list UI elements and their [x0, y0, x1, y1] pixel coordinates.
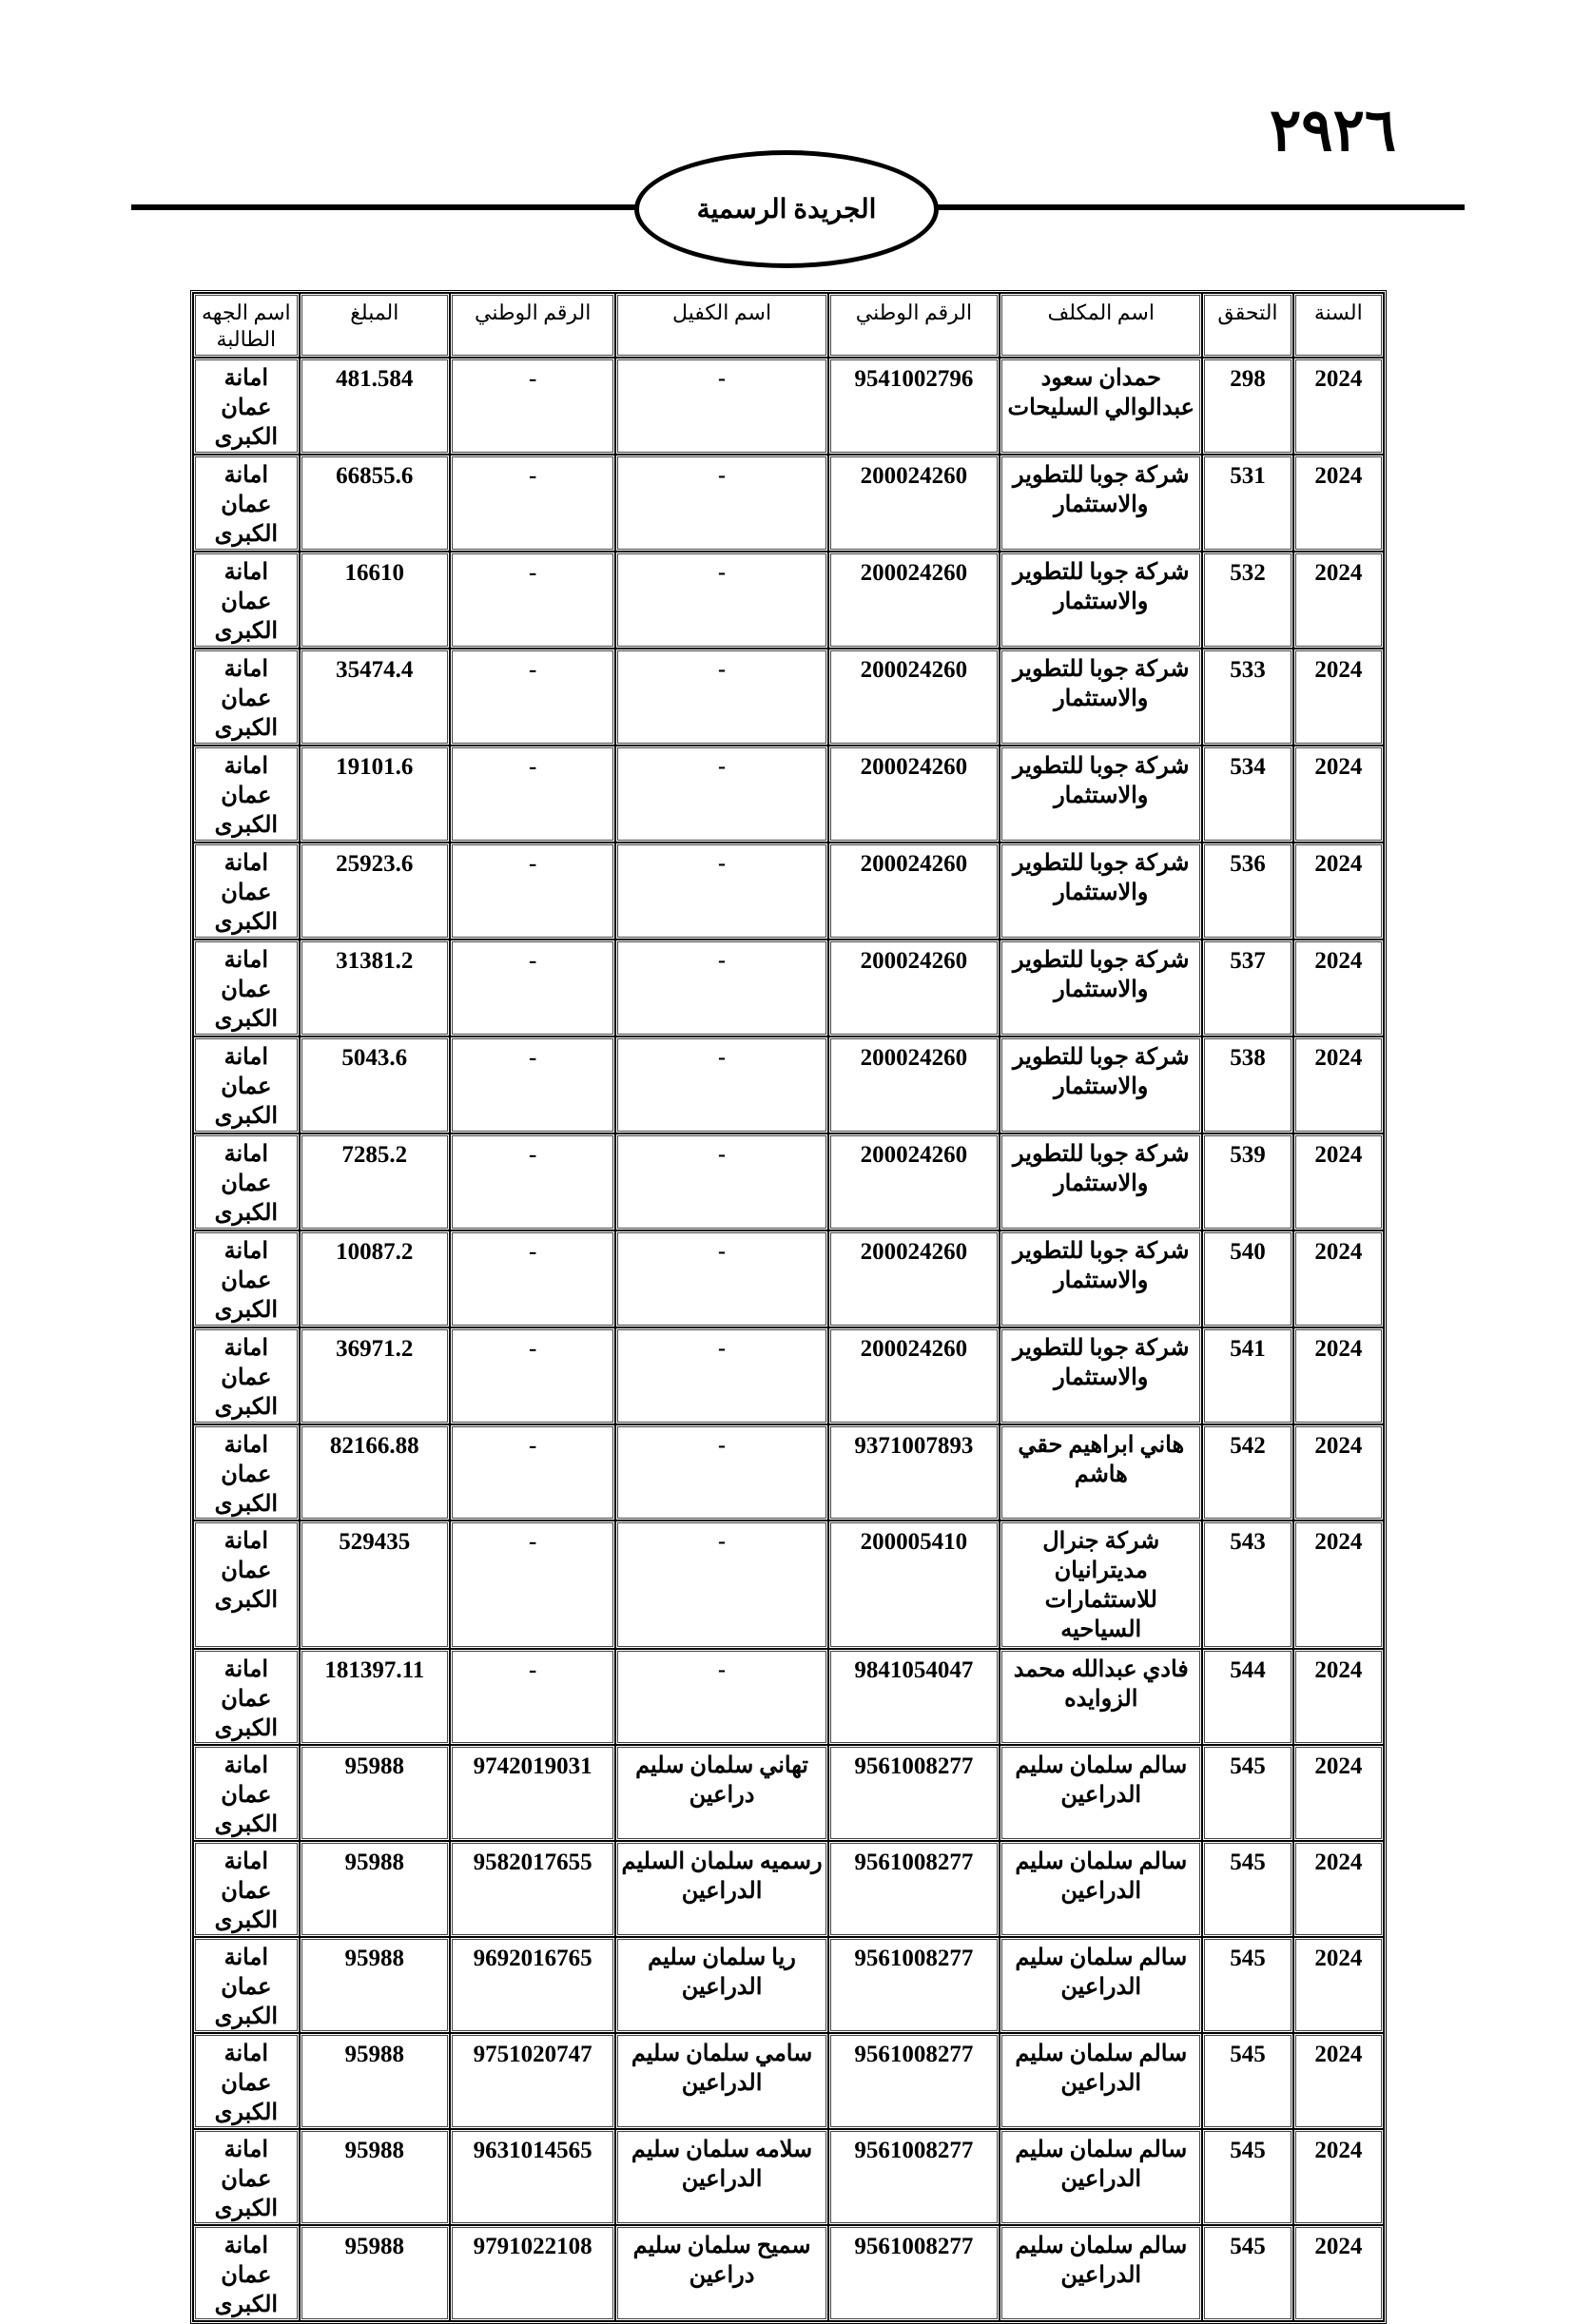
year-cell: 2024: [1293, 1424, 1384, 1520]
national-id-cell: 200024260: [828, 1036, 1000, 1133]
guarantor-cell: -: [615, 358, 827, 455]
table-row: [193, 939, 1384, 1036]
guarantor-national-id-cell: -: [450, 1520, 616, 1649]
check-cell: 545: [1202, 1745, 1292, 1841]
check-cell: 539: [1202, 1133, 1292, 1230]
authority-cell: امانة عمان الكبرى: [193, 746, 300, 842]
authority-cell: امانة عمان الكبرى: [193, 1937, 300, 2033]
authority-cell: امانة عمان الكبرى: [193, 2129, 300, 2225]
table-row: [193, 1036, 1384, 1133]
check-cell: 545: [1202, 1937, 1292, 2033]
col-name: اسم المكلف: [1000, 293, 1202, 358]
authority-cell: امانة عمان الكبرى: [193, 1133, 300, 1230]
table-row: [193, 455, 1384, 552]
guarantor-cell: -: [615, 1649, 827, 1745]
national-id-cell: 9561008277: [828, 1937, 1000, 2033]
guarantor-national-id-cell: -: [450, 1424, 616, 1520]
table-row: [193, 649, 1384, 746]
year-cell: 2024: [1293, 2033, 1384, 2129]
guarantor-cell: -: [615, 1036, 827, 1133]
amount-cell: 10087.2: [300, 1230, 450, 1327]
table-row: [193, 842, 1384, 939]
amount-cell: 181397.11: [300, 1649, 450, 1745]
guarantor-national-id-cell: 9631014565: [450, 2129, 616, 2225]
guarantor-national-id-cell: -: [450, 552, 616, 649]
national-id-cell: 200005410: [828, 1520, 1000, 1649]
amount-cell: 16610: [300, 552, 450, 649]
name-cell: شركة جوبا للتطوير والاستثمار: [1000, 1327, 1202, 1424]
page-number: ٢٩٢٦: [1270, 99, 1397, 164]
table-row: [193, 1520, 1384, 1649]
guarantor-cell: -: [615, 1230, 827, 1327]
national-id-cell: 200024260: [828, 746, 1000, 842]
year-cell: 2024: [1293, 1327, 1384, 1424]
check-cell: 545: [1202, 2225, 1292, 2321]
authority-cell: امانة عمان الكبرى: [193, 2033, 300, 2129]
authority-cell: امانة عمان الكبرى: [193, 1841, 300, 1937]
national-id-cell: 200024260: [828, 455, 1000, 552]
authority-cell: امانة عمان الكبرى: [193, 552, 300, 649]
amount-cell: 36971.2: [300, 1327, 450, 1424]
amount-cell: 95988: [300, 1745, 450, 1841]
check-cell: 541: [1202, 1327, 1292, 1424]
year-cell: 2024: [1293, 552, 1384, 649]
amount-cell: 25923.6: [300, 842, 450, 939]
col-check: التحقق: [1202, 293, 1292, 358]
year-cell: 2024: [1293, 1745, 1384, 1841]
check-cell: 534: [1202, 746, 1292, 842]
year-cell: 2024: [1293, 1133, 1384, 1230]
guarantor-cell: -: [615, 1520, 827, 1649]
year-cell: 2024: [1293, 2225, 1384, 2321]
check-cell: 545: [1202, 2129, 1292, 2225]
name-cell: شركة جوبا للتطوير والاستثمار: [1000, 842, 1202, 939]
guarantor-national-id-cell: -: [450, 746, 616, 842]
amount-cell: 66855.6: [300, 455, 450, 552]
check-cell: 540: [1202, 1230, 1292, 1327]
guarantor-cell: -: [615, 552, 827, 649]
table-row: [193, 1649, 1384, 1745]
table-row: [193, 2129, 1384, 2225]
header-oval: [634, 150, 939, 268]
check-cell: 537: [1202, 939, 1292, 1036]
table-row: [193, 1327, 1384, 1424]
check-cell: 544: [1202, 1649, 1292, 1745]
authority-cell: امانة عمان الكبرى: [193, 455, 300, 552]
check-cell: 536: [1202, 842, 1292, 939]
name-cell: شركة جوبا للتطوير والاستثمار: [1000, 746, 1202, 842]
table-row: [193, 1841, 1384, 1937]
guarantor-cell: تهاني سلمان سليم دراعين: [615, 1745, 827, 1841]
year-cell: 2024: [1293, 1841, 1384, 1937]
check-cell: 545: [1202, 2033, 1292, 2129]
amount-cell: 529435: [300, 1520, 450, 1649]
col-guarantor: اسم الكفيل: [615, 293, 827, 358]
national-id-cell: 200024260: [828, 649, 1000, 746]
name-cell: شركة جوبا للتطوير والاستثمار: [1000, 649, 1202, 746]
authority-cell: امانة عمان الكبرى: [193, 1036, 300, 1133]
authority-cell: امانة عمان الكبرى: [193, 939, 300, 1036]
national-id-cell: 200024260: [828, 1133, 1000, 1230]
amount-cell: 7285.2: [300, 1133, 450, 1230]
amount-cell: 19101.6: [300, 746, 450, 842]
guarantor-national-id-cell: -: [450, 455, 616, 552]
check-cell: 532: [1202, 552, 1292, 649]
guarantor-cell: سلامه سلمان سليم الدراعين: [615, 2129, 827, 2225]
year-cell: 2024: [1293, 1649, 1384, 1745]
check-cell: 533: [1202, 649, 1292, 746]
year-cell: 2024: [1293, 842, 1384, 939]
guarantor-national-id-cell: -: [450, 649, 616, 746]
col-amount: المبلغ: [300, 293, 450, 358]
guarantor-cell: ريا سلمان سليم الدراعين: [615, 1937, 827, 2033]
amount-cell: 95988: [300, 2033, 450, 2129]
guarantor-national-id-cell: -: [450, 1649, 616, 1745]
name-cell: سالم سلمان سليم الدراعين: [1000, 1841, 1202, 1937]
col-national-id: الرقم الوطني: [828, 293, 1000, 358]
col-guarantor-national-id: الرقم الوطني: [450, 293, 616, 358]
amount-cell: 95988: [300, 2225, 450, 2321]
year-cell: 2024: [1293, 358, 1384, 455]
amount-cell: 35474.4: [300, 649, 450, 746]
amount-cell: 95988: [300, 1841, 450, 1937]
table-row: [193, 746, 1384, 842]
guarantor-cell: رسميه سلمان السليم الدراعين: [615, 1841, 827, 1937]
amount-cell: 31381.2: [300, 939, 450, 1036]
guarantor-cell: -: [615, 649, 827, 746]
name-cell: هاني ابراهيم حقي هاشم: [1000, 1424, 1202, 1520]
name-cell: حمدان سعود عبدالوالي السليحات: [1000, 358, 1202, 455]
year-cell: 2024: [1293, 1230, 1384, 1327]
name-cell: سالم سلمان سليم الدراعين: [1000, 1937, 1202, 2033]
guarantor-cell: -: [615, 939, 827, 1036]
guarantor-national-id-cell: -: [450, 1036, 616, 1133]
amount-cell: 5043.6: [300, 1036, 450, 1133]
national-id-cell: 9561008277: [828, 1745, 1000, 1841]
national-id-cell: 9561008277: [828, 2033, 1000, 2129]
table-row: [193, 2033, 1384, 2129]
check-cell: 543: [1202, 1520, 1292, 1649]
authority-cell: امانة عمان الكبرى: [193, 842, 300, 939]
guarantor-national-id-cell: 9791022108: [450, 2225, 616, 2321]
guarantor-national-id-cell: 9692016765: [450, 1937, 616, 2033]
data-table: [190, 290, 1387, 2324]
national-id-cell: 200024260: [828, 939, 1000, 1036]
year-cell: 2024: [1293, 2129, 1384, 2225]
guarantor-national-id-cell: -: [450, 1133, 616, 1230]
national-id-cell: 200024260: [828, 552, 1000, 649]
check-cell: 542: [1202, 1424, 1292, 1520]
amount-cell: 95988: [300, 1937, 450, 2033]
authority-cell: امانة عمان الكبرى: [193, 1745, 300, 1841]
name-cell: فادي عبدالله محمد الزوايده: [1000, 1649, 1202, 1745]
national-id-cell: 9561008277: [828, 2129, 1000, 2225]
guarantor-national-id-cell: 9582017655: [450, 1841, 616, 1937]
year-cell: 2024: [1293, 939, 1384, 1036]
national-id-cell: 200024260: [828, 842, 1000, 939]
guarantor-national-id-cell: -: [450, 1327, 616, 1424]
name-cell: سالم سلمان سليم الدراعين: [1000, 1745, 1202, 1841]
amount-cell: 82166.88: [300, 1424, 450, 1520]
authority-cell: امانة عمان الكبرى: [193, 1520, 300, 1649]
national-id-cell: 9541002796: [828, 358, 1000, 455]
year-cell: 2024: [1293, 649, 1384, 746]
amount-cell: 95988: [300, 2129, 450, 2225]
authority-cell: امانة عمان الكبرى: [193, 1649, 300, 1745]
name-cell: شركة جوبا للتطوير والاستثمار: [1000, 1036, 1202, 1133]
guarantor-cell: -: [615, 455, 827, 552]
authority-cell: امانة عمان الكبرى: [193, 1230, 300, 1327]
guarantor-cell: -: [615, 1424, 827, 1520]
table-row: [193, 552, 1384, 649]
check-cell: 545: [1202, 1841, 1292, 1937]
national-id-cell: 9371007893: [828, 1424, 1000, 1520]
table-row: [193, 1745, 1384, 1841]
national-id-cell: 9561008277: [828, 1841, 1000, 1937]
year-cell: 2024: [1293, 746, 1384, 842]
guarantor-national-id-cell: -: [450, 842, 616, 939]
guarantor-cell: -: [615, 1327, 827, 1424]
amount-cell: 481.584: [300, 358, 450, 455]
table-row: [193, 358, 1384, 455]
col-year: السنة: [1293, 293, 1384, 358]
guarantor-national-id-cell: -: [450, 358, 616, 455]
guarantor-national-id-cell: -: [450, 1230, 616, 1327]
check-cell: 531: [1202, 455, 1292, 552]
name-cell: سالم سلمان سليم الدراعين: [1000, 2129, 1202, 2225]
table-row: [193, 1230, 1384, 1327]
guarantor-cell: سميح سلمان سليم دراعين: [615, 2225, 827, 2321]
name-cell: شركة جوبا للتطوير والاستثمار: [1000, 1230, 1202, 1327]
year-cell: 2024: [1293, 1937, 1384, 2033]
national-id-cell: 9561008277: [828, 2225, 1000, 2321]
table-row: [193, 1133, 1384, 1230]
guarantor-national-id-cell: 9751020747: [450, 2033, 616, 2129]
table-row: [193, 1937, 1384, 2033]
name-cell: سالم سلمان سليم الدراعين: [1000, 2033, 1202, 2129]
col-authority: اسم الجهه الطالبة: [193, 293, 300, 358]
table-header-row: [193, 293, 1384, 358]
authority-cell: امانة عمان الكبرى: [193, 358, 300, 455]
header-title: الجريدة الرسمية: [696, 195, 877, 224]
national-id-cell: 200024260: [828, 1230, 1000, 1327]
authority-cell: امانة عمان الكبرى: [193, 649, 300, 746]
guarantor-cell: -: [615, 842, 827, 939]
name-cell: شركة جنرال مديترانيان للاستثمارات السياحيه: [1000, 1520, 1202, 1649]
authority-cell: امانة عمان الكبرى: [193, 1424, 300, 1520]
guarantor-national-id-cell: 9742019031: [450, 1745, 616, 1841]
national-id-cell: 9841054047: [828, 1649, 1000, 1745]
table-row: [193, 1424, 1384, 1520]
table-row: [193, 2225, 1384, 2321]
guarantor-cell: سامي سلمان سليم الدراعين: [615, 2033, 827, 2129]
year-cell: 2024: [1293, 455, 1384, 552]
authority-cell: امانة عمان الكبرى: [193, 2225, 300, 2321]
name-cell: سالم سلمان سليم الدراعين: [1000, 2225, 1202, 2321]
name-cell: شركة جوبا للتطوير والاستثمار: [1000, 1133, 1202, 1230]
check-cell: 538: [1202, 1036, 1292, 1133]
name-cell: شركة جوبا للتطوير والاستثمار: [1000, 455, 1202, 552]
authority-cell: امانة عمان الكبرى: [193, 1327, 300, 1424]
guarantor-cell: -: [615, 746, 827, 842]
name-cell: شركة جوبا للتطوير والاستثمار: [1000, 552, 1202, 649]
national-id-cell: 200024260: [828, 1327, 1000, 1424]
guarantor-cell: -: [615, 1133, 827, 1230]
year-cell: 2024: [1293, 1036, 1384, 1133]
year-cell: 2024: [1293, 1520, 1384, 1649]
guarantor-national-id-cell: -: [450, 939, 616, 1036]
name-cell: شركة جوبا للتطوير والاستثمار: [1000, 939, 1202, 1036]
check-cell: 298: [1202, 358, 1292, 455]
